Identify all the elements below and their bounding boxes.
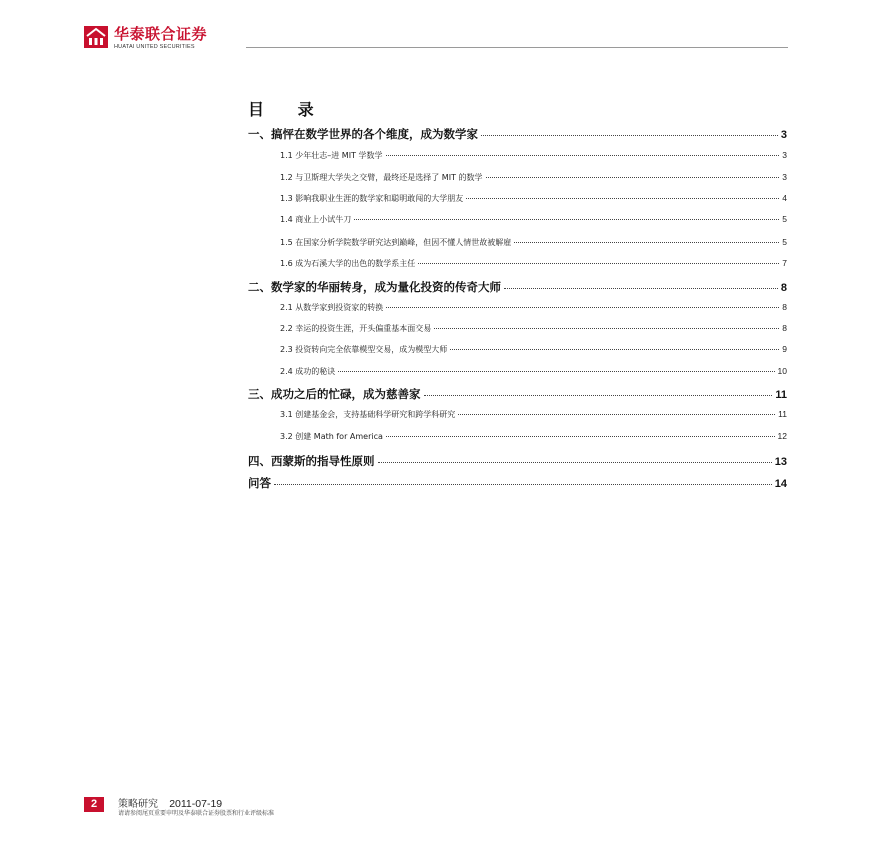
toc-entry-page: 3	[780, 129, 787, 141]
toc-entry[interactable]	[280, 366, 787, 377]
toc-entry-label: 1.5 在国家分析学院数学研究达到巅峰，但因不懂人情世故被解雇	[280, 238, 512, 247]
toc-entry[interactable]	[280, 172, 787, 183]
huatai-logo-icon	[84, 26, 108, 48]
toc-entry[interactable]	[280, 214, 787, 225]
toc-entry[interactable]	[280, 237, 787, 248]
toc-entry[interactable]	[248, 126, 787, 142]
header-divider	[246, 47, 788, 48]
toc-entry-label: 3.1 创建基金会，支持基础科学研究和跨学科研究	[280, 410, 456, 419]
toc-entry-label: 四、西蒙斯的指导性原则	[248, 454, 375, 468]
toc-entry[interactable]	[280, 409, 787, 420]
toc-entry-label: 2.4 成功的秘诀	[280, 367, 336, 376]
toc-entry-page: 5	[782, 237, 787, 247]
toc-entry-page: 9	[782, 344, 787, 354]
toc-entry[interactable]	[280, 302, 787, 313]
toc-entry-page: 14	[774, 478, 787, 490]
toc-entry-label: 2.2 幸运的投资生涯，开头偏重基本面交易	[280, 324, 432, 333]
footer-date: 2011-07-19	[169, 798, 223, 810]
toc-entry[interactable]	[280, 150, 787, 161]
footer-section: 策略研究	[118, 799, 158, 810]
toc-leader-dots	[378, 462, 772, 463]
toc-leader-dots	[386, 307, 779, 308]
toc-entry-page: 10	[777, 366, 787, 376]
toc-entry[interactable]	[280, 344, 787, 355]
page-number-badge: 2	[84, 797, 104, 812]
toc-entry[interactable]	[280, 431, 787, 442]
toc-entry-page: 3	[782, 172, 787, 182]
toc-entry-page: 3	[782, 150, 787, 160]
toc-entry-page: 13	[774, 456, 787, 468]
toc-entry[interactable]	[280, 193, 787, 204]
toc-entry[interactable]	[280, 323, 787, 334]
company-name-cn: 华泰联合证券	[114, 25, 208, 43]
toc-entry[interactable]	[248, 453, 787, 469]
toc-leader-dots	[386, 155, 780, 156]
toc-entry-page: 4	[782, 193, 787, 203]
toc-entry-label: 3.2 创建 Math for America	[280, 432, 383, 441]
toc-leader-dots	[450, 349, 779, 350]
toc-leader-dots	[514, 242, 779, 243]
toc-entry-page: 7	[782, 258, 787, 268]
toc-entry-label: 一、搞怦在数学世界的各个维度，成为数学家	[248, 127, 478, 141]
toc-leader-dots	[424, 395, 773, 396]
company-name-en: HUATAI UNITED SECURITIES	[114, 44, 195, 50]
toc-entry-page: 11	[778, 409, 787, 419]
toc-leader-dots	[418, 263, 779, 264]
toc-entry-label: 问答	[248, 476, 271, 490]
toc-leader-dots	[274, 484, 772, 485]
toc-leader-dots	[386, 436, 775, 437]
toc-entry-label: 1.1 少年壮志–进 MIT 学数学	[280, 151, 383, 160]
toc-entry-label: 1.4 商业上小试牛刀	[280, 215, 352, 224]
toc-leader-dots	[338, 371, 774, 372]
toc-entry-page: 5	[782, 214, 787, 224]
company-logo	[84, 26, 207, 51]
toc-entry[interactable]	[248, 475, 787, 491]
toc-entry-label: 2.3 投资转向完全依靠模型交易，成为模型大师	[280, 345, 448, 354]
toc-leader-dots	[354, 219, 779, 220]
toc-entry-label: 三、成功之后的忙碌，成为慈善家	[248, 387, 421, 401]
toc-leader-dots	[458, 414, 775, 415]
toc-entry-label: 1.6 成为石溪大学的出色的数学系主任	[280, 259, 416, 268]
footer-disclaimer: 请请参阅尾页重要申明及华泰联合证券股票和行业评级标准	[118, 810, 275, 817]
toc-entry-label: 1.3 影响我职业生涯的数学家和聪明敢闯的大学朋友	[280, 194, 464, 203]
toc-title: 目 录	[248, 100, 328, 119]
toc-leader-dots	[466, 198, 779, 199]
toc-leader-dots	[481, 135, 778, 136]
toc-entry-page: 8	[780, 282, 787, 294]
toc-entry-label: 1.2 与卫斯理大学失之交臂，最终还是选择了 MIT 的数学	[280, 173, 483, 182]
toc-entry-page: 11	[775, 389, 787, 401]
toc-leader-dots	[434, 328, 779, 329]
toc-leader-dots	[504, 288, 778, 289]
toc-entry-label: 2.1 从数学家到投资家的转换	[280, 303, 384, 312]
toc-entry[interactable]	[280, 258, 787, 269]
toc-entry[interactable]	[248, 279, 787, 295]
toc-leader-dots	[486, 177, 780, 178]
toc-entry-page: 12	[777, 431, 787, 441]
toc-entry-page: 8	[782, 302, 787, 312]
toc-entry-page: 8	[782, 323, 787, 333]
toc-entry[interactable]	[248, 386, 787, 402]
toc-entry-label: 二、数学家的华丽转身，成为量化投资的传奇大师	[248, 280, 501, 294]
